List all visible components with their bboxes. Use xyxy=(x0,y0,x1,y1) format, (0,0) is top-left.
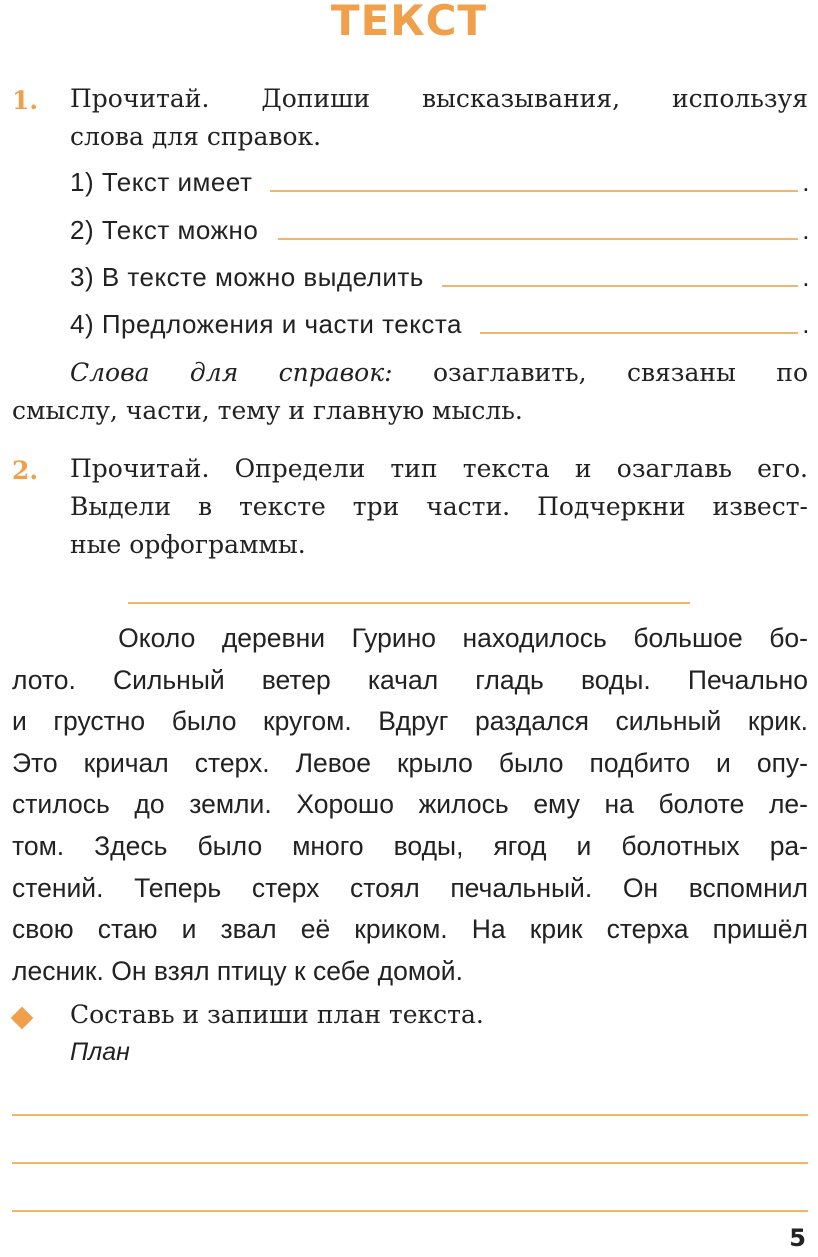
hint-label: Слова для справок: xyxy=(70,358,393,387)
task-1-instruction-line: слова для справок. xyxy=(70,122,322,151)
item-end: . xyxy=(802,167,810,197)
story-line: Это кричал стерх. Левое крыло было подбито и опу- xyxy=(12,747,808,778)
task-1-hint-line-2: смыслу, части, тему и главную мысль. xyxy=(12,396,523,425)
item-end: . xyxy=(802,215,810,245)
task-2-instruction-line: ные орфограммы. xyxy=(70,530,306,559)
task-1-item-1 xyxy=(70,162,810,198)
item-end: . xyxy=(802,262,810,292)
story-line: стилось до земли. Хорошо жилось ему на болоте ле- xyxy=(12,789,808,820)
task-1-item-4 xyxy=(70,304,810,340)
story-text xyxy=(12,618,808,992)
story-line: стений. Теперь стерх стоял печальный. Он вспомнил xyxy=(12,872,808,903)
task-2-instruction-line: Выдели в тексте три части. Подчеркни извест- xyxy=(70,492,808,521)
item-label: 1) Текст имеет xyxy=(70,167,253,197)
plan-writing-line-2[interactable] xyxy=(12,1162,808,1164)
task-3-instruction: Составь и запиши план текста. xyxy=(70,1000,484,1029)
plan-writing-line-3[interactable] xyxy=(12,1210,808,1212)
answer-blank-4[interactable] xyxy=(480,331,798,334)
task-2-number: 2. xyxy=(12,456,39,485)
story-line: лото. Сильный ветер качал гладь воды. Печально xyxy=(12,664,808,695)
item-label: 3) В тексте можно выделить xyxy=(70,262,424,292)
item-label: 4) Предложения и части текста xyxy=(70,309,462,339)
story-line: том. Здесь было много воды, ягод и болотных ра- xyxy=(12,830,808,861)
story-line: Около деревни Гурино находилось большое бо- xyxy=(12,623,808,653)
item-end: . xyxy=(802,309,810,339)
task-1-number: 1. xyxy=(12,86,39,115)
task-1-instruction xyxy=(70,80,808,156)
plan-label: План xyxy=(70,1038,130,1066)
task-2-instruction-line: Прочитай. Определи тип текста и озаглавь его. xyxy=(70,454,808,483)
story-line: и грустно было кругом. Вдруг раздался сильный крик. xyxy=(12,706,808,737)
task-1-instruction-line: Прочитай. Допиши высказывания, используя xyxy=(70,84,808,113)
task-2-instruction xyxy=(70,450,808,564)
story-line: лесник. Он взял птицу к себе домой. xyxy=(12,955,463,986)
answer-blank-2[interactable] xyxy=(278,237,798,240)
title-answer-line[interactable] xyxy=(128,602,690,604)
page-number: 5 xyxy=(789,1224,806,1252)
item-label: 2) Текст можно xyxy=(70,215,259,245)
story-line: свою стаю и звал её криком. На крик стерха пришёл xyxy=(12,914,808,945)
task-1-hint-line-1 xyxy=(70,354,808,392)
diamond-bullet-icon xyxy=(11,1007,34,1030)
page-title: ТЕКСТ xyxy=(330,0,488,45)
hint-words: озаглавить, связаны по xyxy=(432,358,809,387)
answer-blank-3[interactable] xyxy=(442,284,798,287)
task-1-item-3 xyxy=(70,257,810,293)
plan-writing-line-1[interactable] xyxy=(12,1114,808,1116)
task-1-item-2 xyxy=(70,210,810,246)
answer-blank-1[interactable] xyxy=(270,189,798,192)
